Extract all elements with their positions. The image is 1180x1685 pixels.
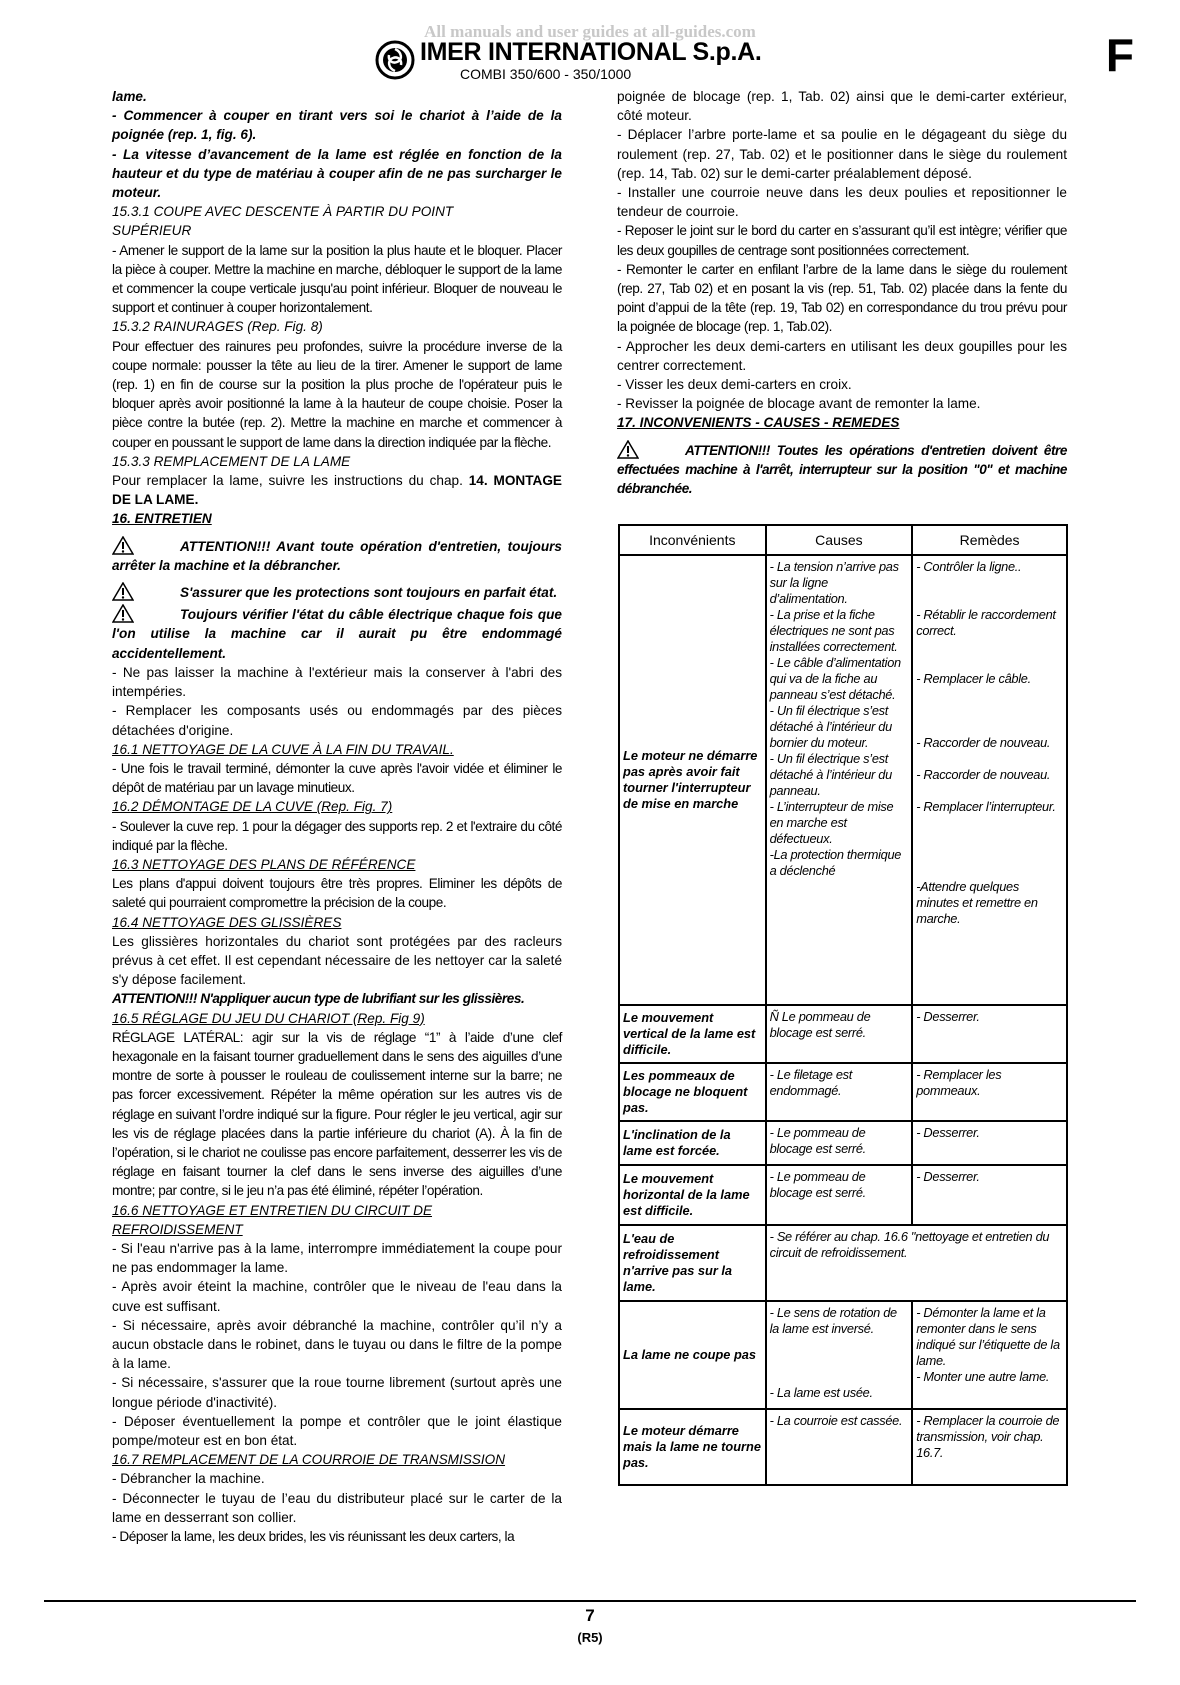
table-row	[619, 1301, 1067, 1409]
paragraph: lame.	[112, 89, 147, 104]
paragraph: - Installer une courroie neuve dans les deux poulies et repositionner le tendeur de courroie.	[617, 185, 1067, 220]
warning	[617, 440, 1067, 499]
paragraph: - Ne pas laisser la machine à l'extérieur mais la conserver à l'abri des intempéries.	[112, 664, 562, 700]
causes-cell: - La courroie est cassée.	[766, 1409, 913, 1485]
table-row	[619, 1063, 1067, 1121]
table-row	[619, 1165, 1067, 1225]
paragraph: - Débrancher la machine.	[112, 1471, 265, 1487]
left-column	[112, 87, 562, 1546]
causes-cell: Ñ Le pommeau de blocage est serré.	[766, 1005, 913, 1063]
problem-cell: Le mouvement vertical de la lame est difficile.	[619, 1005, 766, 1063]
causes-cell: - Le pommeau de blocage est serré.	[766, 1165, 913, 1225]
paragraph: poignée de blocage (rep. 1, Tab. 02) ainsi que le demi-carter extérieur, côté moteur.	[617, 89, 1067, 124]
paragraph: - Visser les deux demi-carters en croix.	[617, 377, 852, 393]
column-header: Causes	[766, 525, 913, 555]
paragraph: - Si l'eau n'arrive pas à la lame, interrompre immédiatement la coupe pour ne pas endommager la lame.	[112, 1240, 562, 1276]
paragraph: - Après avoir éteint la machine, contrôler que le niveau de l'eau dans la cuve est suffisant.	[112, 1279, 562, 1314]
problem-cell: Les pommeaux de blocage ne bloquent pas.	[619, 1063, 766, 1121]
model-name: COMBI 350/600 - 350/1000	[460, 66, 632, 82]
problem-cell: La lame ne coupe pas	[619, 1301, 766, 1409]
troubleshooting-table	[618, 524, 1068, 1486]
paragraph: RÉGLAGE LATÉRAL: agir sur la vis de réglage “1” à l’aide d’une clef hexagonale en la faisant tourner graduellement dans le sens des aiguilles d’une montre de sorte à pousser le rouleau de coulissement interne sur la barre; ne pas forcer excessivement. Répéter la même opération sur les autres vis de réglage en suivant l’ordre indiqué sur la figure. Pour régler le jeu vertical, agir sur les vis de réglage placées dans la partie inférieure du chariot (A). À la fin de l’opération, si le chariot ne coulisse pas encore parfaitement, desserrer les vis de réglage en faisant tourner la clef dans le sens inverse des aiguilles d’une montre; par contre, si le jeu n’a pas été éliminé, répéter l’opération.	[112, 1029, 562, 1199]
paragraph: - Commencer à couper en tirant vers soi le chariot à l’aide de la poignée (rep. 1, fig. 6).	[112, 108, 562, 143]
section-heading: 15.3.1 COUPE AVEC DESCENTE À PARTIR DU POINT SUPÉRIEUR	[112, 204, 454, 239]
imer-logo-icon	[375, 40, 415, 80]
section-heading: 16.1 NETTOYAGE DE LA CUVE À LA FIN DU TRAVAIL.	[112, 741, 454, 757]
remedies-cell: - Remplacer les pommeaux.	[912, 1063, 1067, 1121]
problem-cell: L'inclination de la lame est forcée.	[619, 1121, 766, 1165]
causes-text: - La tension n’arrive pas sur la ligne d’alimentation. - La prise et la fiche électriques ne sont pas installées correctement. - Le câble d’alimentation qui va de la fiche au panneau s’est détaché. - Un fil électrique s’est détaché à l’intérieur du bornier du moteur. - Un fil électrique s’est détaché à l’intérieur du panneau. - L’interrupteur de mise en marche est défectueux. -La protection thermique a déclenché	[769, 559, 902, 878]
paragraph: - Déconnecter le tuyau de l’eau du distributeur placé sur le carter de la lame en desserrant son collier.	[112, 1490, 562, 1525]
section-heading: 16.6 NETTOYAGE ET ENTRETIEN DU CIRCUIT DE REFROIDISSEMENT	[112, 1202, 433, 1237]
page-number: 7	[585, 1606, 595, 1625]
warning-text: Toujours vérifier l'état du câble électrique chaque fois que l'on utilise la machine car il aurait pu être endommagé accidentellement.	[112, 607, 562, 661]
remedies-cell: - Remplacer la courroie de transmission, voir chap. 16.7.	[912, 1409, 1067, 1485]
watermark: All manuals and user guides at all-guides.com	[424, 22, 756, 41]
table-row	[619, 1409, 1067, 1485]
footer-divider	[44, 1600, 1136, 1602]
table-row	[619, 1005, 1067, 1063]
table-row	[619, 1225, 1067, 1301]
chapter-reference: 14. MONTAGE DE LA LAME.	[112, 473, 563, 508]
problem-cell: L'eau de refroidissement n'arrive pas sur la lame.	[619, 1225, 766, 1301]
paragraph: - Déplacer l’arbre porte-lame et sa poulie en le dégageant du siège du roulement (rep. 27, Tab. 02) et le positionner dans le siège du roulement (rep. 14, Tab. 02) sur le demi-carter préalablement déposé.	[617, 127, 1067, 181]
section-heading: 15.3.3 REMPLACEMENT DE LA LAME	[112, 453, 351, 469]
section-heading: 16.4 NETTOYAGE DES GLISSIÈRES	[112, 914, 342, 930]
paragraph: - Déposer la lame, les deux brides, les vis réunissant les deux carters, la	[112, 1529, 515, 1545]
paragraph: - Déposer éventuellement la pompe et contrôler que le joint élastique pompe/moteur est en bon état.	[112, 1413, 562, 1449]
warning-text: ATTENTION!!! Toutes les opérations d'entretien doivent être effectuées machine à l'arrêt, interrupteur sur la position "0" et machine débranchée.	[617, 442, 1067, 497]
problem-cell: Le moteur ne démarre pas après avoir fait tourner l'interrupteur de mise en marche	[619, 555, 766, 1005]
remedies-cell	[912, 1301, 1067, 1409]
paragraph: - Reposer le joint sur le bord du carter en s’assurant qu’il est intègre; vérifier que les deux goupilles de centrage sont positionnées correctement.	[617, 223, 1067, 258]
section-heading: 16.2 DÉMONTAGE DE LA CUVE (Rep. Fig. 7)	[112, 799, 393, 815]
table-row	[619, 1121, 1067, 1165]
text: Pour remplacer la lame, suivre les instructions du chap.	[112, 473, 469, 489]
paragraph: - Revisser la poignée de blocage avant de remonter la lame.	[617, 396, 981, 412]
page-header	[375, 38, 815, 84]
problem-cell: Le mouvement horizontal de la lame est difficile.	[619, 1165, 766, 1225]
causes-text: - Le sens de rotation de la lame est inversé. - La lame est usée.	[769, 1305, 897, 1400]
language-marker: F	[1105, 29, 1134, 81]
paragraph: - Soulever la cuve rep. 1 pour la dégager des supports rep. 2 et l'extraire du côté indiqué par la flèche.	[112, 818, 562, 853]
section-heading: 17. INCONVENIENTS - CAUSES - REMEDES	[617, 415, 900, 431]
warning-icon	[112, 536, 134, 555]
warning-icon	[112, 604, 134, 623]
paragraph: Les glissières horizontales du chariot sont protégées par des racleurs prévus à cet effet. Il est cependant nécessaire de les nettoyer car la saleté s'y dépose facilement.	[112, 933, 562, 988]
causes-cell	[766, 1301, 913, 1409]
remedies-cell: - Desserrer.	[912, 1121, 1067, 1165]
warning-icon	[617, 440, 639, 459]
section-heading: 16.7 REMPLACEMENT DE LA COURROIE DE TRANSMISSION	[112, 1452, 506, 1468]
remedies-text: - Démonter la lame et la remonter dans le sens indiqué sur l’étiquette de la lame. - Monter une autre lame.	[916, 1305, 1060, 1384]
section-heading: 15.3.2 RAINURAGES (Rep. Fig. 8)	[112, 319, 323, 335]
section-heading: 16.3 NETTOYAGE DES PLANS DE RÉFÉRENCE	[112, 856, 416, 872]
warning-icon	[112, 582, 134, 601]
warning-text: ATTENTION!!! N'appliquer aucun type de lubrifiant sur les glissières.	[112, 991, 525, 1007]
paragraph: - Si nécessaire, s'assurer que la roue tourne librement (surtout après une longue période d'inactivité).	[112, 1375, 562, 1410]
causes-cell	[766, 555, 913, 1005]
paragraph: - Si nécessaire, après avoir débranché la machine, contrôler qu’il n’y a aucun obstacle dans le robinet, dans le tuyau ou dans le filtre de la pompe à la lame.	[112, 1317, 562, 1372]
warning-text: ATTENTION!!! Avant toute opération d'entretien, toujours arrêter la machine et la débrancher.	[112, 538, 562, 573]
warning	[112, 604, 562, 663]
causes-cell: - Le filetage est endommagé.	[766, 1063, 913, 1121]
paragraph: - Amener le support de la lame sur la position la plus haute et le bloquer. Placer la pièce à couper. Mettre la machine en marche, débloquer le support de la lame et commencer la coupe verticale jusqu'au point inférieur. Bloquer de nouveau le support et continuer à couper horizontalement.	[112, 242, 562, 316]
section-heading: 16.5 RÉGLAGE DU JEU DU CHARIOT (Rep. Fig 9)	[112, 1010, 425, 1026]
problem-cell: Le moteur démarre mais la lame ne tourne pas.	[619, 1409, 766, 1485]
column-header: Inconvénients	[619, 525, 766, 555]
section-heading: 16. ENTRETIEN	[112, 511, 212, 527]
table-header-row	[619, 525, 1067, 555]
paragraph: - Une fois le travail terminé, démonter la cuve après l'avoir vidée et éliminer le dépôt de matériau par un lavage minutieux.	[112, 760, 562, 796]
warning-text: S'assurer que les protections sont toujours en parfait état.	[180, 585, 558, 601]
paragraph: - Approcher les deux demi-carters en utilisant les deux goupilles pour les centrer correctement.	[617, 338, 1067, 373]
remedies-cell: - Desserrer.	[912, 1165, 1067, 1225]
paragraph: - Remonter le carter en enfilant l’arbre de la lame dans le siège du roulement (rep. 27, Tab 02) et en posant la vis (rep. 51, Tab. 02) placée dans la fente du point d’appui de la tête (rep. 19, Tab 02) en correspondance du trou prévu pour la poignée de blocage (rep. 1, Tab.02).	[617, 261, 1067, 335]
column-header: Remèdes	[912, 525, 1067, 555]
remedies-cell: - Desserrer.	[912, 1005, 1067, 1063]
paragraph: - Remplacer les composants usés ou endommagés par des pièces détachées d'origine.	[112, 703, 562, 738]
paragraph: Pour effectuer des rainures peu profondes, suivre la procédure inverse de la coupe normale: pousser la tête au lieu de la tirer. Amener le support de lame (rep. 1) en fin de course sur la position la plus proche de l'opérateur puis le bloquer après avoir positionné la lame à la hauteur de coupe choisie. Poser la pièce contre la butée (rep. 2). Mettre la machine en marche et commencer à couper en poussant le support de lame dans la direction indiquée par la flèche.	[112, 338, 562, 450]
causes-cell: - Se référer au chap. 16.6 "nettoyage et entretien du circuit de refroidissement.	[766, 1225, 1067, 1301]
paragraph	[112, 471, 562, 509]
warning	[112, 582, 562, 602]
company-name: IMER INTERNATIONAL S.p.A.	[420, 38, 762, 66]
right-column	[617, 87, 1067, 498]
paragraph: - La vitesse d’avancement de la lame est réglée en fonction de la hauteur et du type de matériau à couper afin de ne pas surcharger le moteur.	[112, 146, 562, 201]
remedies-text: - Contrôler la ligne.. - Rétablir le raccordement correct. - Remplacer le câble. - Raccorder de nouveau. - Raccorder de nouveau. - Remplacer l’interrupteur. -Attendre quelques minutes et remettre en marche.	[916, 559, 1056, 926]
table-row	[619, 555, 1067, 1005]
revision-label: (R5)	[577, 1630, 603, 1645]
paragraph: Les plans d'appui doivent toujours être très propres. Eliminer les dépôts de saleté qui pourraient compromettre la précision de la coupe.	[112, 876, 562, 911]
remedies-cell	[912, 555, 1067, 1005]
warning	[112, 536, 562, 575]
causes-cell: - Le pommeau de blocage est serré.	[766, 1121, 913, 1165]
